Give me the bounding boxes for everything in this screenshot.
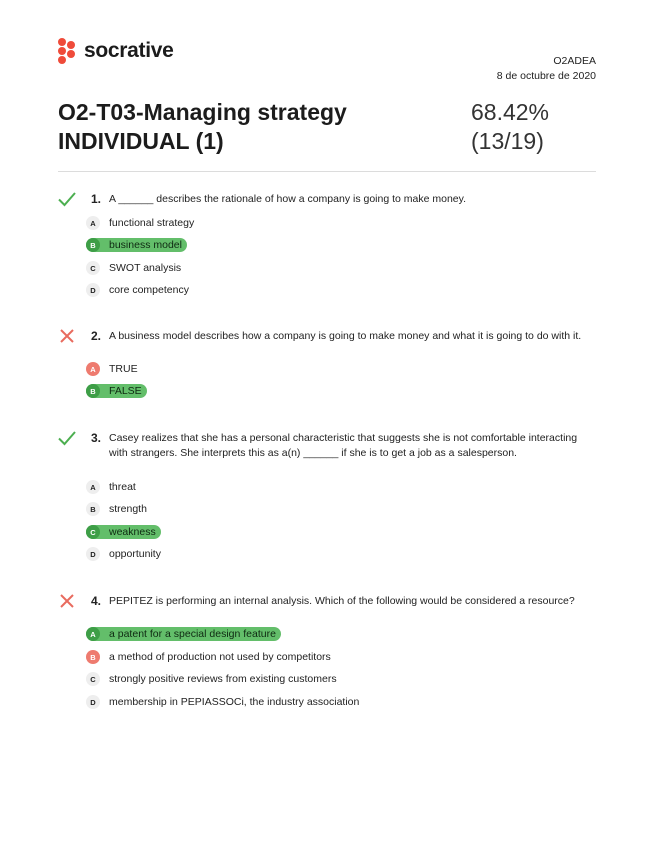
- check-icon: [58, 429, 76, 447]
- answer-option: [86, 502, 152, 516]
- answer-letter: B: [86, 384, 100, 398]
- answer-option: [86, 672, 342, 686]
- answer-option: [86, 261, 186, 275]
- quiz-title-line1: O2-T03-Managing strategy: [58, 99, 347, 125]
- score-fraction: (13/19): [471, 128, 544, 154]
- answer-letter: A: [86, 627, 100, 641]
- answer-option: [86, 283, 194, 297]
- cross-icon: [58, 592, 76, 610]
- answer-option: [86, 695, 364, 709]
- question-text: PEPITEZ is performing an internal analysis. Which of the following would be considered a resource?: [109, 595, 575, 607]
- answer-letter: A: [86, 480, 100, 494]
- answer-letter: A: [86, 216, 100, 230]
- answer-text: a patent for a special design feature: [109, 628, 276, 640]
- question-number: 2.: [91, 329, 102, 343]
- room-code: O2ADEA: [553, 55, 596, 67]
- answer-text: strength: [109, 503, 147, 515]
- question-text: A business model describes how a company is going to make money and what it is going to do with it.: [109, 330, 582, 342]
- question-number: 1.: [91, 192, 102, 206]
- answer-text: FALSE: [109, 385, 142, 397]
- answer-letter: B: [86, 238, 100, 252]
- answer-option-correct: [86, 384, 147, 398]
- header-divider: [58, 171, 596, 172]
- answer-option-correct: [86, 525, 161, 539]
- question-text: A ______ describes the rationale of how a company is going to make money.: [109, 193, 467, 205]
- quiz-title: [58, 98, 347, 156]
- answer-text: TRUE: [109, 363, 138, 375]
- answer-letter: B: [86, 650, 100, 664]
- check-icon: [58, 190, 76, 208]
- socrative-logo: [58, 38, 174, 64]
- answer-option-correct: [86, 238, 187, 252]
- brand-name: socrative: [84, 39, 174, 62]
- score-percent: 68.42%: [471, 99, 550, 125]
- answer-text: strongly positive reviews from existing customers: [109, 673, 337, 685]
- answer-option-wrong: [86, 650, 336, 664]
- socrative-logo-icon: [58, 38, 78, 64]
- answer-letter: C: [86, 672, 100, 686]
- answer-letter: B: [86, 502, 100, 516]
- answer-letter: A: [86, 362, 100, 376]
- answer-letter: D: [86, 283, 100, 297]
- answer-text: membership in PEPIASSOCi, the industry association: [109, 696, 360, 708]
- question-text: Casey realizes that she has a personal characteristic that suggests she is not comfortable interacting with strangers. She interprets this as a(n) ______ if she is to get a job as a salesperson.: [109, 432, 578, 459]
- answer-text: SWOT analysis: [109, 262, 182, 274]
- cross-icon: [58, 327, 76, 345]
- answer-letter: D: [86, 695, 100, 709]
- answer-letter: C: [86, 525, 100, 539]
- answer-option: [86, 547, 166, 561]
- answer-option-wrong: [86, 362, 143, 376]
- answer-text: weakness: [109, 526, 156, 538]
- answer-text: core competency: [109, 284, 189, 296]
- answer-text: business model: [109, 239, 182, 251]
- answer-letter: C: [86, 261, 100, 275]
- answer-text: functional strategy: [109, 217, 195, 229]
- quiz-title-line2: INDIVIDUAL (1): [58, 128, 224, 154]
- answer-text: a method of production not used by competitors: [109, 651, 331, 663]
- answer-text: threat: [109, 481, 136, 493]
- answer-text: opportunity: [109, 548, 161, 560]
- answer-option-correct: [86, 627, 281, 641]
- report-date: 8 de octubre de 2020: [496, 70, 596, 82]
- score: [471, 98, 549, 156]
- answer-option: [86, 216, 199, 230]
- answer-option: [86, 480, 141, 494]
- report-meta: [497, 54, 596, 84]
- question-number: 4.: [91, 594, 102, 608]
- question-number: 3.: [91, 431, 102, 445]
- answer-letter: D: [86, 547, 100, 561]
